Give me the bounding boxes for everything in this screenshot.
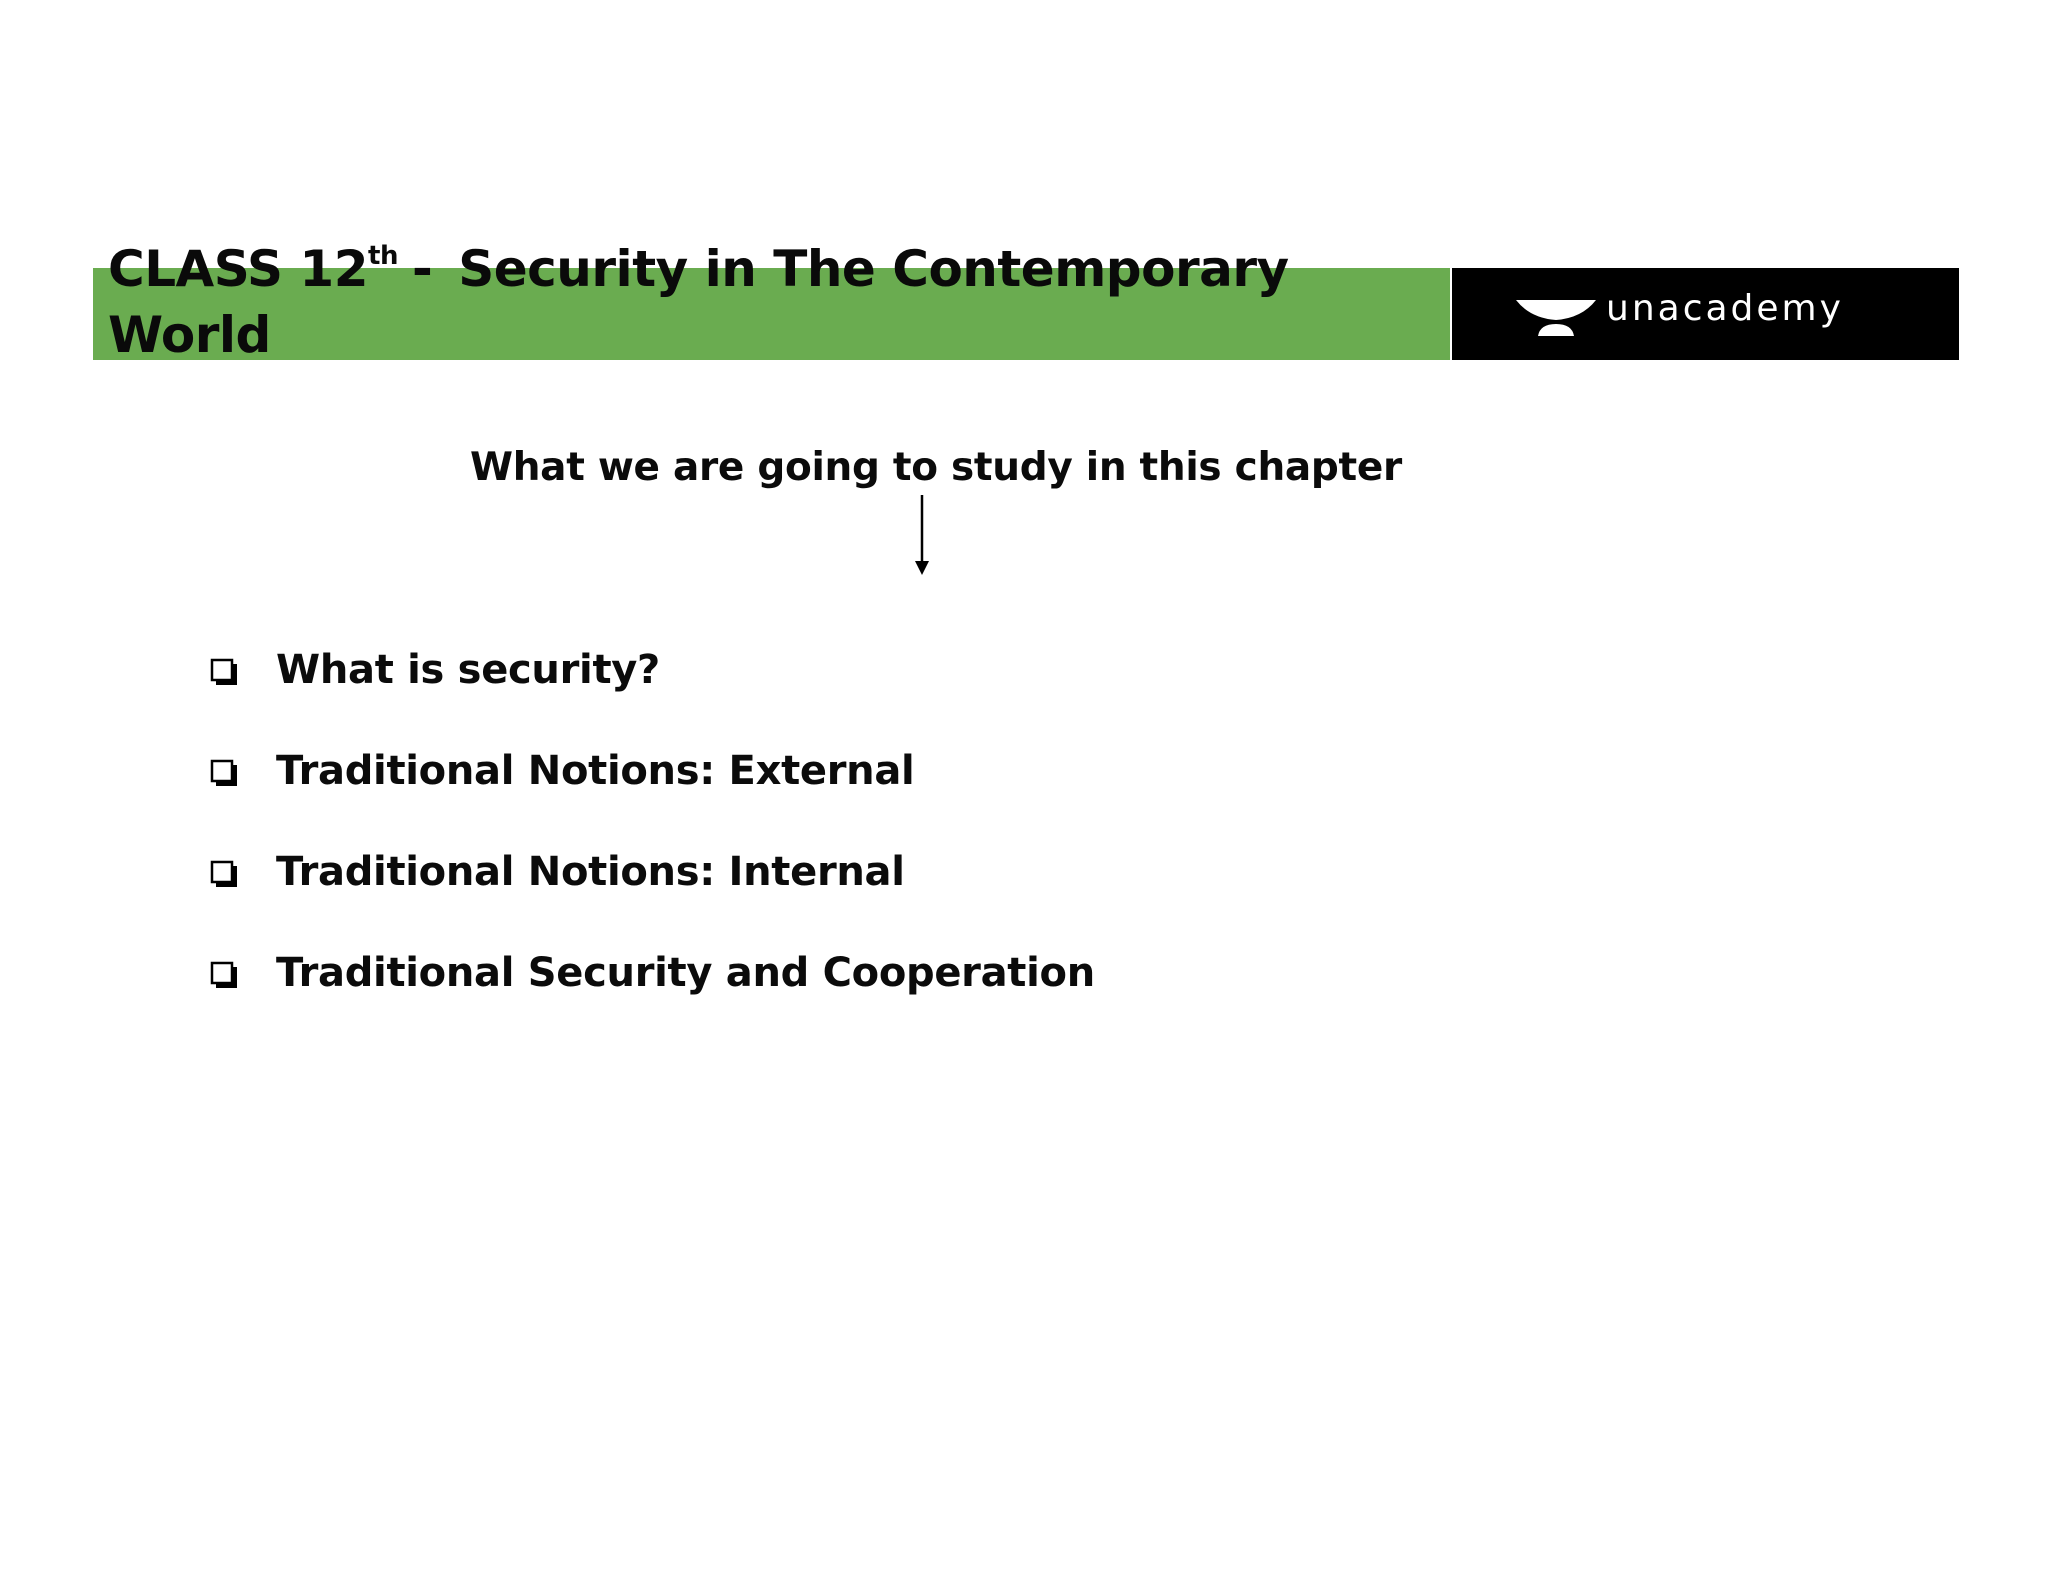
checkbox-icon [210, 658, 238, 686]
brand-logo [1452, 268, 1959, 360]
chapter-intro-heading: What we are going to study in this chapter [470, 445, 1402, 490]
list-item [210, 943, 1095, 1044]
class-superscript: th [368, 241, 398, 271]
topic-label: Traditional Notions: Internal [276, 849, 905, 895]
list-item [210, 640, 1095, 741]
topic-list [210, 640, 1095, 1044]
title-line-1: Security in The Contemporary [458, 240, 1289, 298]
topic-label: Traditional Security and Cooperation [276, 950, 1095, 996]
checkbox-icon [210, 961, 238, 989]
arrow-down-icon [912, 495, 932, 577]
brand-name: unacademy [1606, 288, 1844, 329]
list-item [210, 842, 1095, 943]
class-label: CLASS 12 [108, 240, 369, 298]
topic-label: Traditional Notions: External [276, 748, 915, 794]
title-line-2: World [108, 306, 271, 364]
topic-label: What is security? [276, 647, 660, 693]
checkbox-icon [210, 759, 238, 787]
page-title [108, 236, 1308, 368]
list-item [210, 741, 1095, 842]
title-separator: - [411, 240, 433, 298]
checkbox-icon [210, 860, 238, 888]
unacademy-logo-icon [1516, 296, 1596, 336]
